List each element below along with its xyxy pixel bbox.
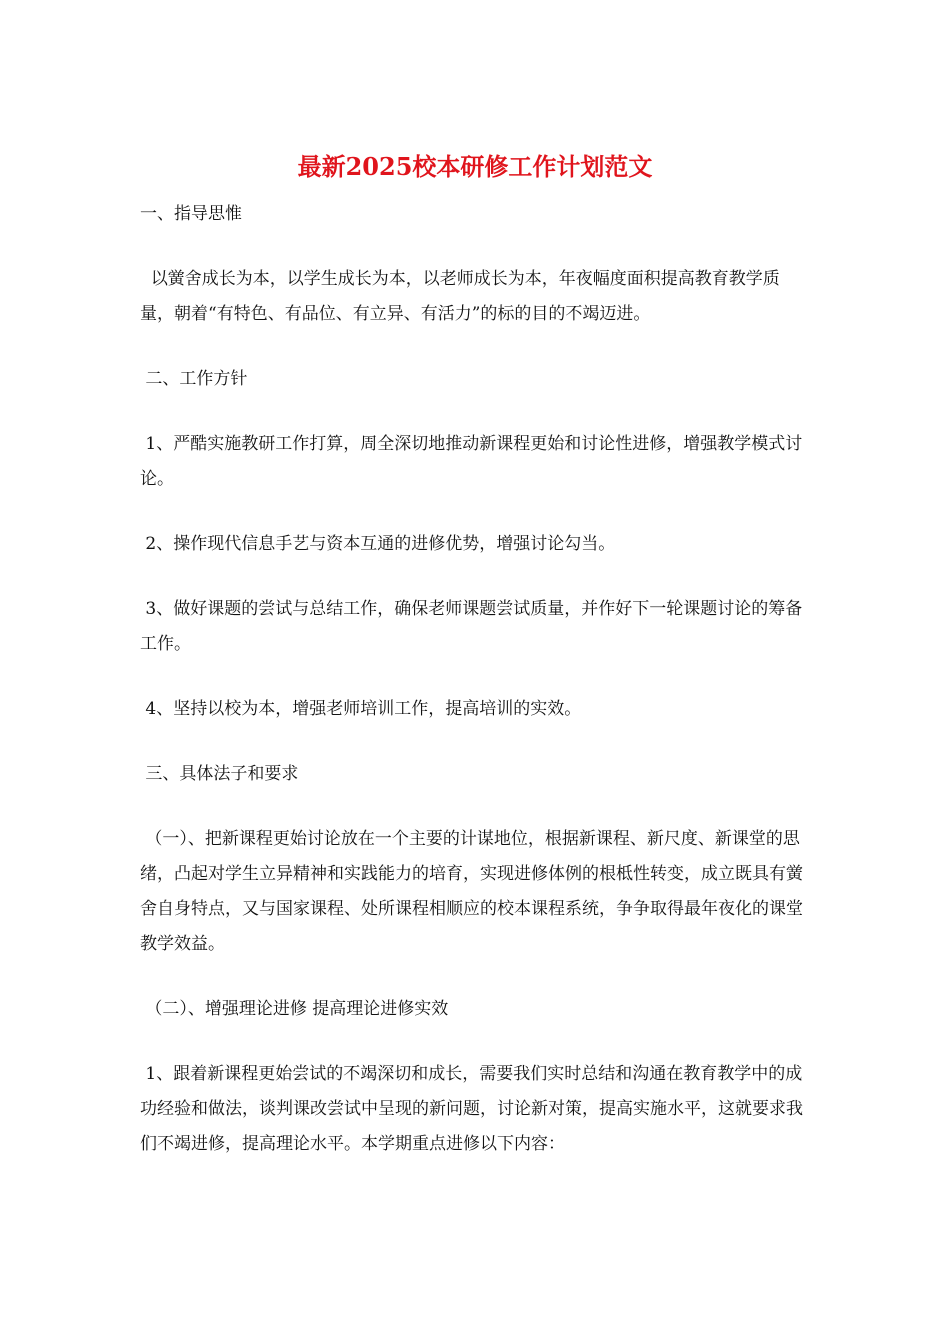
paragraph-gap [140,662,810,692]
heading-guiding-thought: 一、指导思惟 [140,204,242,224]
paragraph-goal-3: 3、做好课题的尝试与总结工作，确保老师课题尝试质量，并作好下一轮课题讨论的筹备工作。 [140,599,803,654]
document-body [140,197,810,1162]
paragraph-goal-4: 4、坚持以校为本，增强老师培训工作，提高培训的实效。 [140,699,582,719]
paragraph-guiding-thought: 以黉舍成长为本，以学生成长为本，以老师成长为本，年夜幅度面积提高教育教学质量，朝着“有特色、有品位、有立异、有活力”的标的目的不竭迈进。 [140,269,780,324]
heading-work-goals: 二、工作方针 [140,369,248,389]
paragraph-measure-2: （二）、增强理论进修 提高理论进修实效 [140,999,449,1019]
paragraph-gap [140,1027,810,1057]
paragraph-study-1: 1、跟着新课程更始尝试的不竭深切和成长，需要我们实时总结和沟通在教育教学中的成功经验和做法，谈判课改尝试中呈现的新问题，讨论新对策，提高实施水平，这就要求我们不竭进修，提高理论水平。本学期重点进修以下内容： [140,1064,803,1154]
paragraph-gap [140,792,810,822]
heading-measures: 三、具体法子和要求 [140,764,299,784]
paragraph-goal-2: 2、操作现代信息手艺与资本互通的进修优势，增强讨论勾当。 [140,534,616,554]
paragraph-gap [140,397,810,427]
paragraph-goal-1: 1、严酷实施教研工作打算，周全深切地推动新课程更始和讨论性进修，增强教学模式讨论。 [140,434,803,489]
paragraph-gap [140,332,810,362]
paragraph-measure-1: （一）、把新课程更始讨论放在一个主要的计谋地位，根据新课程、新尺度、新课堂的思绪，凸起对学生立异精神和实践能力的培育，实现进修体例的根柢性转变，成立既具有黉舍自身特点，又与国家课程、处所课程相顺应的校本课程系统，争争取得最年夜化的课堂教学效益。 [140,829,803,954]
document-title: 最新2025校本研修工作计划范文 [297,152,653,181]
paragraph-gap [140,497,810,527]
paragraph-gap [140,232,810,262]
paragraph-gap [140,962,810,992]
paragraph-gap [140,727,810,757]
paragraph-gap [140,562,810,592]
